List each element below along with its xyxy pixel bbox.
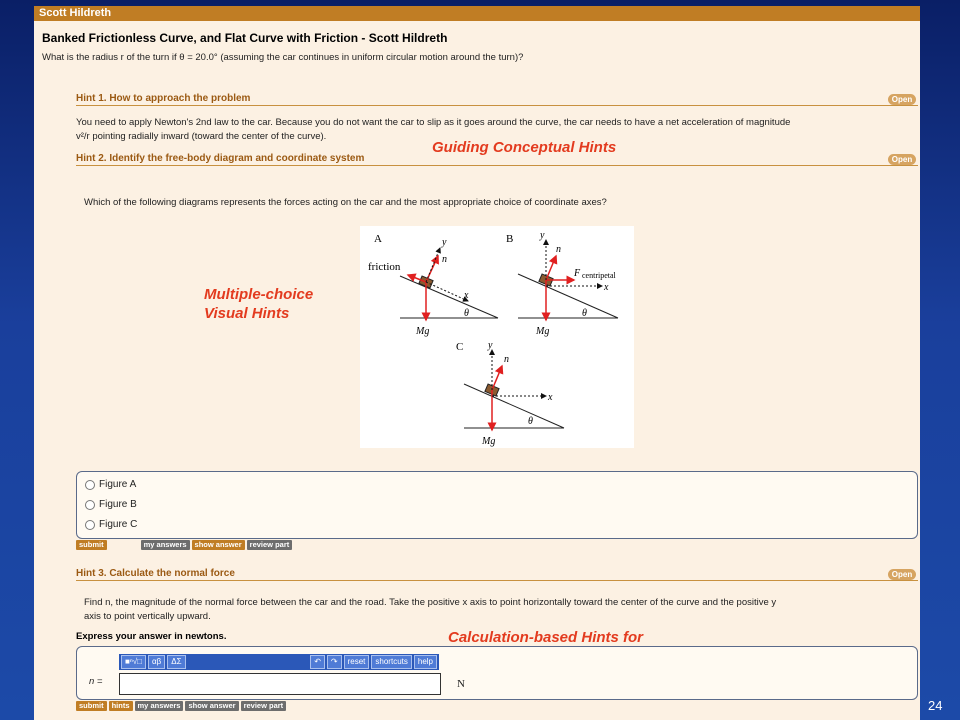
answer-variable-label: n = [89, 676, 103, 687]
submit-button[interactable]: submit [76, 540, 107, 550]
redo-icon[interactable]: ↷ [327, 655, 342, 669]
greek-button[interactable]: αβ [148, 655, 165, 669]
choice-label-a: Figure A [99, 479, 137, 490]
fig-centripetal-b: centripetal [582, 271, 616, 280]
radio-c[interactable] [85, 520, 95, 530]
reset-button[interactable]: reset [344, 655, 370, 669]
hint2-prompt: Which of the following diagrams represents the forces acting on the car and the most appropriate choice of coordinate axes? [84, 197, 607, 208]
hints-button[interactable]: hints [109, 701, 133, 711]
choice-label-b: Figure B [99, 499, 137, 510]
hint1-title[interactable]: Hint 1. How to approach the problem [76, 93, 251, 104]
answer-input[interactable] [119, 673, 441, 695]
fig-mg-b: Mg [536, 326, 550, 337]
radio-a[interactable] [85, 480, 95, 490]
answer-box [76, 646, 918, 700]
fig-theta-a: θ [464, 308, 469, 319]
my-answers-button[interactable]: my answers [141, 540, 190, 550]
hint2-button-row [76, 540, 292, 550]
help-button[interactable]: help [414, 655, 437, 669]
callout-conceptual: Guiding Conceptual Hints [432, 139, 617, 156]
hint2-open-button[interactable]: Open [888, 154, 916, 165]
y-axis-a [426, 248, 440, 282]
undo-icon[interactable]: ↶ [310, 655, 325, 669]
shortcuts-button[interactable]: shortcuts [371, 655, 411, 669]
radio-b[interactable] [85, 500, 95, 510]
normal-arrow-c [492, 366, 502, 390]
sums-button[interactable]: ΔΣ [167, 655, 185, 669]
review-part-button-2[interactable]: review part [241, 701, 287, 711]
submit-button-2[interactable]: submit [76, 701, 107, 711]
choice-figure-b[interactable] [85, 499, 137, 510]
fig-x-a: x [464, 290, 469, 301]
incline-a [400, 276, 498, 318]
review-part-button[interactable]: review part [247, 540, 293, 550]
x-axis-a [426, 282, 468, 301]
hint1-body-line1: You need to apply Newton's 2nd law to the car. Because you do not want the car to slip as it goes around the curve, the car needs to have a net acceleration of magnitude [76, 117, 791, 128]
user-bar: Scott Hildreth [34, 6, 920, 21]
show-answer-button[interactable]: show answer [192, 540, 245, 550]
answer-unit: N [457, 678, 465, 690]
callout-visual [204, 285, 313, 323]
assignment-panel [34, 6, 920, 720]
incline-c [464, 384, 564, 428]
choice-figure-a[interactable] [85, 479, 136, 490]
free-body-diagrams [360, 226, 634, 448]
hint3-open-button[interactable]: Open [888, 569, 916, 580]
my-answers-button-2[interactable]: my answers [135, 701, 184, 711]
hint3-body-line2: axis to point vertically upward. [84, 611, 211, 622]
fig-label-c: C [456, 341, 464, 353]
fig-label-b: B [506, 233, 514, 245]
question-text: What is the radius r of the turn if θ = 20.0° (assuming the car continues in uniform circular motion around the turn)? [42, 52, 524, 63]
fig-y-b: y [540, 230, 545, 241]
hint1-open-button[interactable]: Open [888, 94, 916, 105]
hint2-title[interactable]: Hint 2. Identify the free-body diagram and coordinate system [76, 153, 365, 164]
spacer [109, 540, 139, 550]
fig-theta-b: θ [582, 308, 587, 319]
hint3-title[interactable]: Hint 3. Calculate the normal force [76, 568, 235, 579]
fig-f-b: F [574, 268, 581, 279]
fig-friction-label: friction [368, 261, 401, 273]
fig-mg-c: Mg [482, 436, 496, 447]
hint3-button-row [76, 701, 286, 711]
page-title: Banked Frictionless Curve, and Flat Curve with Friction - Scott Hildreth [42, 31, 448, 45]
callout-visual-line2: Visual Hints [204, 305, 290, 322]
fig-y-c: y [488, 340, 493, 351]
fig-mg-a: Mg [416, 326, 430, 337]
express-instruction: Express your answer in newtons. [76, 631, 227, 642]
multiple-choice-box [76, 471, 918, 539]
fig-x-c: x [548, 392, 553, 403]
fig-n-a: n [442, 254, 447, 265]
normal-arrow-b [546, 256, 556, 280]
show-answer-button-2[interactable]: show answer [185, 701, 238, 711]
hint3-divider [76, 580, 918, 581]
hint2-divider [76, 165, 918, 166]
templates-button[interactable]: ■ⁿ√□ [121, 655, 146, 669]
fig-y-a: y [442, 237, 447, 248]
hint1-divider [76, 105, 918, 106]
callout-calc-line1: Calculation-based Hints for [448, 629, 644, 646]
callout-visual-line1: Multiple-choice [204, 286, 314, 303]
fig-label-a: A [374, 233, 382, 245]
choice-label-c: Figure C [99, 519, 138, 530]
hint3-body-line1: Find n, the magnitude of the normal force between the car and the road. Take the positive x axis to point horizontally toward the center of the curve and the positive y [84, 597, 777, 608]
fig-n-b: n [556, 244, 561, 255]
equation-toolbar [119, 654, 439, 670]
fig-x-b: x [604, 282, 609, 293]
slide-number: 24 [928, 698, 943, 713]
hint3-body [84, 596, 914, 624]
choice-figure-c[interactable] [85, 519, 137, 530]
fig-n-c: n [504, 354, 509, 365]
free-body-diagrams-figure [360, 226, 634, 448]
hint1-body-line2: v²/r pointing radially inward (toward the center of the curve). [76, 131, 327, 142]
fig-theta-c: θ [528, 416, 533, 427]
